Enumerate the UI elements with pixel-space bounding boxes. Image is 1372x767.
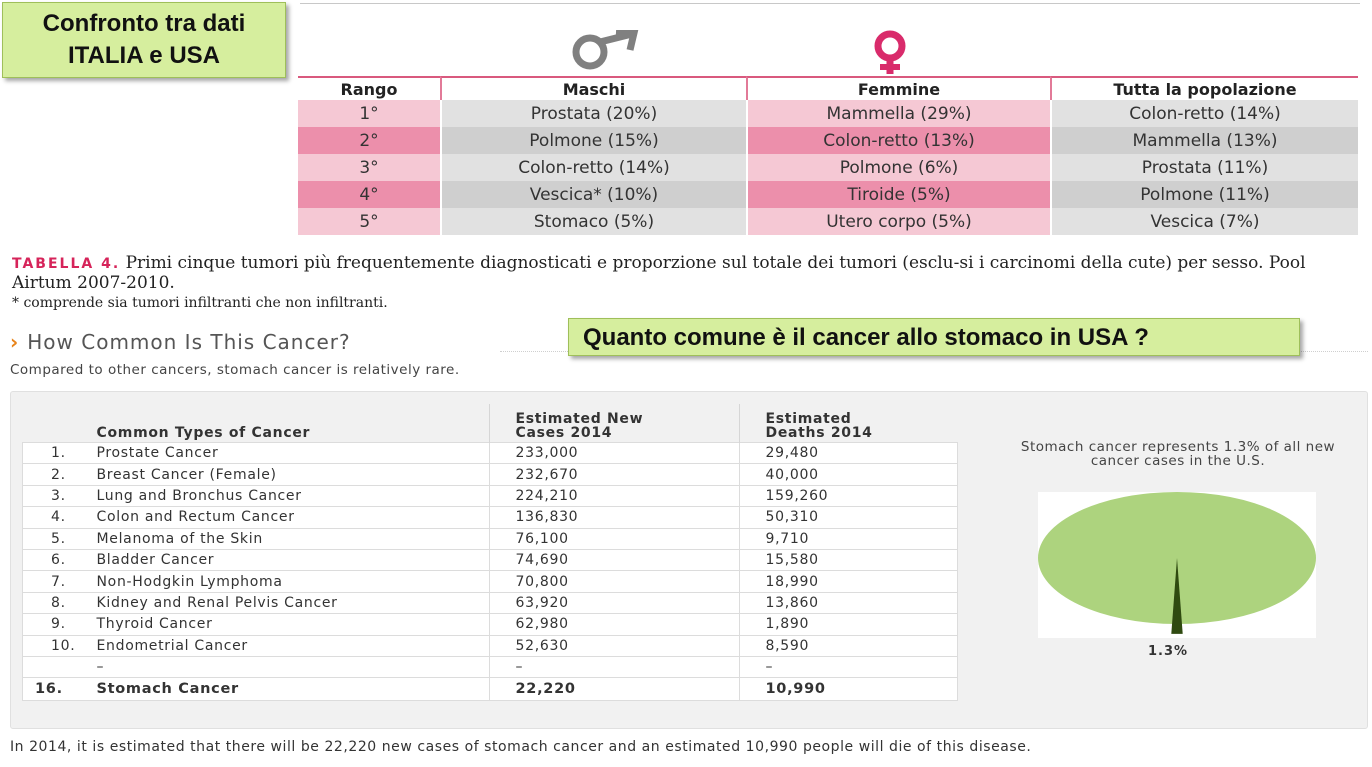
deaths-value: 8,590: [739, 635, 958, 656]
row-number: 9.: [23, 614, 97, 635]
pie-chart-box: [1038, 492, 1316, 638]
header-deaths-line2: Deaths 2014: [765, 425, 873, 441]
male-symbol-icon: [570, 30, 642, 70]
new-cases-value: 233,000: [489, 443, 739, 464]
summary-text: In 2014, it is estimated that there will be 22,220 new cases of stomach cancer and an estimated 10,990 people will die of this disease.: [10, 739, 1032, 755]
cancer-name: Colon and Rectum Cancer: [97, 507, 490, 528]
table-caption: [12, 254, 1362, 293]
table-row-stomach: [23, 678, 958, 701]
table-row: [23, 507, 958, 528]
row-number: 3.: [23, 485, 97, 506]
header-males: Maschi: [440, 76, 746, 100]
row-number: 4.: [23, 507, 97, 528]
deaths-value: 13,860: [739, 592, 958, 613]
section-heading: [10, 330, 351, 354]
cancer-name: Non-Hodgkin Lymphoma: [97, 571, 490, 592]
callout-line-2: ITALIA e USA: [67, 42, 220, 69]
row-number: 6.: [23, 549, 97, 570]
table-header-row: [298, 76, 1358, 100]
row-number: [23, 656, 97, 677]
section-subtext: Compared to other cancers, stomach cancer is relatively rare.: [10, 362, 460, 378]
new-cases-value: 224,210: [489, 485, 739, 506]
table-row: [298, 181, 1358, 208]
table-row: [23, 614, 958, 635]
deaths-value: 9,710: [739, 528, 958, 549]
cancer-name: –: [97, 656, 490, 677]
caption-text: Primi cinque tumori più frequentemente diagnosticati e proporzione sul totale dei tumori (esclu-si i carcinomi della cute) per sesso. Pool Airtum 2007-2010.: [12, 253, 1306, 293]
row-number: 7.: [23, 571, 97, 592]
males-cell: Stomaco (5%): [440, 208, 746, 235]
rank-cell: 3°: [298, 154, 440, 181]
new-cases-value: 52,630: [489, 635, 739, 656]
section-heading-text: How Common Is This Cancer?: [27, 330, 351, 354]
males-cell: Colon-retto (14%): [440, 154, 746, 181]
rank-cell: 4°: [298, 181, 440, 208]
row-number: 1.: [23, 443, 97, 464]
males-cell: Vescica* (10%): [440, 181, 746, 208]
header-rank: Rango: [298, 76, 440, 100]
new-cases-value: 232,670: [489, 464, 739, 485]
deaths-value: –: [739, 656, 958, 677]
top-rule: [300, 3, 1360, 4]
rank-cell: 1°: [298, 100, 440, 127]
new-cases-value: 62,980: [489, 614, 739, 635]
row-number: 2.: [23, 464, 97, 485]
table-row: [23, 485, 958, 506]
cancer-name: Thyroid Cancer: [97, 614, 490, 635]
males-cell: Prostata (20%): [440, 100, 746, 127]
row-number: 16.: [23, 678, 97, 701]
header-deaths-line1: Estimated: [765, 411, 852, 427]
deaths-value: 15,580: [739, 549, 958, 570]
new-cases-value: 74,690: [489, 549, 739, 570]
new-cases-value: –: [489, 656, 739, 677]
new-cases-value: 63,920: [489, 592, 739, 613]
italy-usa-comparison-callout: [2, 2, 286, 78]
table-row: [23, 571, 958, 592]
deaths-value: 29,480: [739, 443, 958, 464]
header-new-cases-line1: Estimated New: [515, 411, 644, 427]
deaths-value: 1,890: [739, 614, 958, 635]
females-cell: Tiroide (5%): [746, 181, 1050, 208]
table-row: [298, 100, 1358, 127]
table-row: [298, 127, 1358, 154]
cancer-name: Melanoma of the Skin: [97, 528, 490, 549]
table-row: [23, 592, 958, 613]
all-cell: Colon-retto (14%): [1050, 100, 1358, 127]
females-cell: Mammella (29%): [746, 100, 1050, 127]
cancer-name: Prostate Cancer: [97, 443, 490, 464]
table-row: [298, 208, 1358, 235]
females-cell: Colon-retto (13%): [746, 127, 1050, 154]
row-number: 8.: [23, 592, 97, 613]
all-cell: Polmone (11%): [1050, 181, 1358, 208]
header-cancer-type: Common Types of Cancer: [96, 425, 311, 441]
table-row: [23, 464, 958, 485]
table-row: [23, 528, 958, 549]
row-number: 10.: [23, 635, 97, 656]
deaths-value: 50,310: [739, 507, 958, 528]
table-row: [23, 549, 958, 570]
table-row: [23, 656, 958, 677]
deaths-value: 18,990: [739, 571, 958, 592]
new-cases-value: 76,100: [489, 528, 739, 549]
header-deaths: [739, 404, 958, 443]
rank-cell: 2°: [298, 127, 440, 154]
males-cell: Polmone (15%): [440, 127, 746, 154]
deaths-value: 159,260: [739, 485, 958, 506]
cancer-name: Breast Cancer (Female): [97, 464, 490, 485]
cancer-name: Lung and Bronchus Cancer: [97, 485, 490, 506]
table-row: [23, 443, 958, 464]
all-cell: Prostata (11%): [1050, 154, 1358, 181]
cancer-name: Endometrial Cancer: [97, 635, 490, 656]
header-new-cases: [489, 404, 739, 443]
deaths-value: 40,000: [739, 464, 958, 485]
caption-footnote: * comprende sia tumori infiltranti che non infiltranti.: [12, 295, 388, 311]
table-row: [23, 635, 958, 656]
callout-line-1: Confronto tra dati: [42, 10, 246, 37]
deaths-value: 10,990: [739, 678, 958, 701]
all-cell: Vescica (7%): [1050, 208, 1358, 235]
all-cell: Mammella (13%): [1050, 127, 1358, 154]
cancer-name: Bladder Cancer: [97, 549, 490, 570]
females-cell: Utero corpo (5%): [746, 208, 1050, 235]
pie-caption: Stomach cancer represents 1.3% of all new cancer cases in the U.S.: [1020, 439, 1336, 469]
rank-cell: 5°: [298, 208, 440, 235]
new-cases-value: 70,800: [489, 571, 739, 592]
italy-top-cancers-table: [298, 76, 1358, 235]
table-header-row: [23, 404, 958, 443]
us-common-cancers-table: [22, 404, 958, 701]
caption-label: TABELLA 4.: [12, 256, 121, 272]
new-cases-value: 136,830: [489, 507, 739, 528]
header-females: Femmine: [746, 76, 1050, 100]
pie-chart: [1038, 492, 1316, 638]
row-number: 5.: [23, 528, 97, 549]
cancer-name: Stomach Cancer: [97, 678, 490, 701]
females-cell: Polmone (6%): [746, 154, 1050, 181]
usa-question-callout: Quanto comune è il cancer allo stomaco in USA ?: [568, 318, 1300, 356]
header-all-population: Tutta la popolazione: [1050, 76, 1358, 100]
pie-percent-label: 1.3%: [1148, 644, 1189, 659]
female-symbol-icon: [862, 30, 918, 76]
chevron-right-icon: ›: [10, 330, 20, 354]
table-row: [298, 154, 1358, 181]
new-cases-value: 22,220: [489, 678, 739, 701]
header-new-cases-line2: Cases 2014: [515, 425, 613, 441]
cancer-name: Kidney and Renal Pelvis Cancer: [97, 592, 490, 613]
